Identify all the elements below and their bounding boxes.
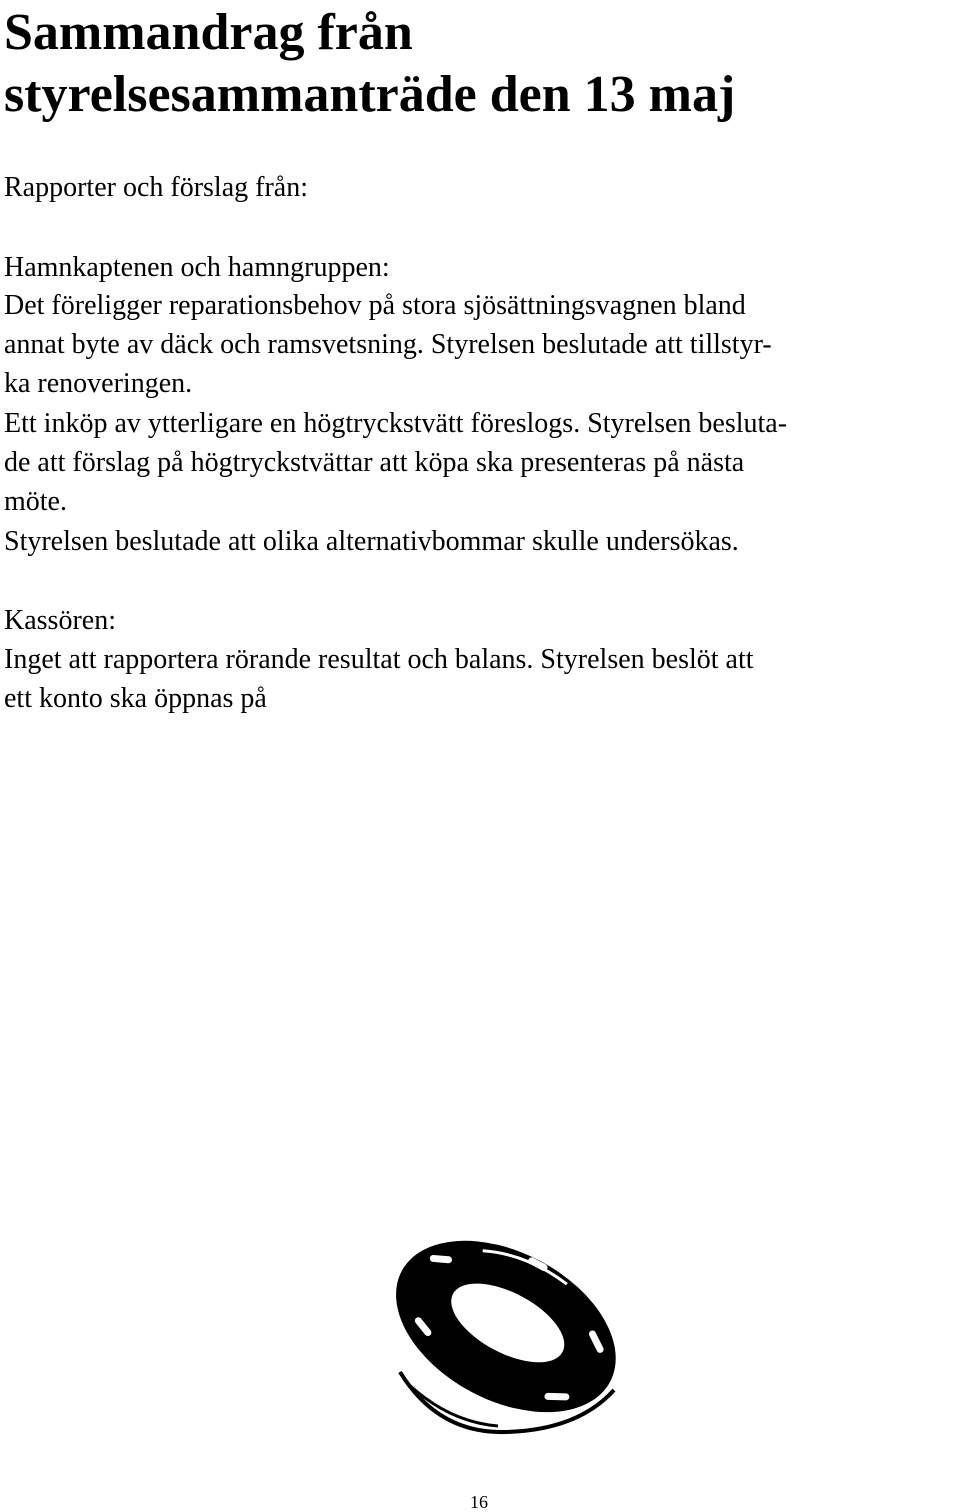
intro-text: Rapporter och förslag från: — [4, 172, 308, 203]
harbor-line-3: ka renoveringen. — [4, 368, 193, 399]
page-number: 16 — [470, 1492, 488, 1512]
harbor-line-5: de att förslag på högtryckstvättar att köpa ska presenteras på nästa — [4, 447, 745, 478]
harbor-line-4: Ett inköp av ytterligare en högtryckstvätt föreslogs. Styrelsen besluta- — [4, 408, 788, 439]
page-title — [4, 2, 735, 126]
harbor-line-1: Det föreligger reparationsbehov på stora sjösättningsvagnen bland — [4, 290, 746, 321]
harbor-line-7: Styrelsen beslutade att olika alternativbommar skulle undersökas. — [4, 526, 739, 557]
treasurer-line-1: Inget att rapportera rörande resultat och balans. Styrelsen beslöt att — [4, 644, 754, 675]
treasurer-heading: Kassören: — [4, 605, 116, 636]
harbor-heading: Hamnkaptenen och hamngruppen: — [4, 252, 390, 283]
harbor-line-2: annat byte av däck och ramsvetsning. Styrelsen beslutade att tillstyr- — [4, 329, 772, 360]
treasurer-line-2: ett konto ska öppnas på — [4, 683, 267, 714]
title-line-2: styrelsesammanträde den 13 maj — [4, 66, 736, 123]
harbor-line-6: möte. — [4, 486, 67, 517]
lifebuoy-icon — [378, 1222, 630, 1438]
title-line-1: Sammandrag från — [4, 4, 413, 61]
